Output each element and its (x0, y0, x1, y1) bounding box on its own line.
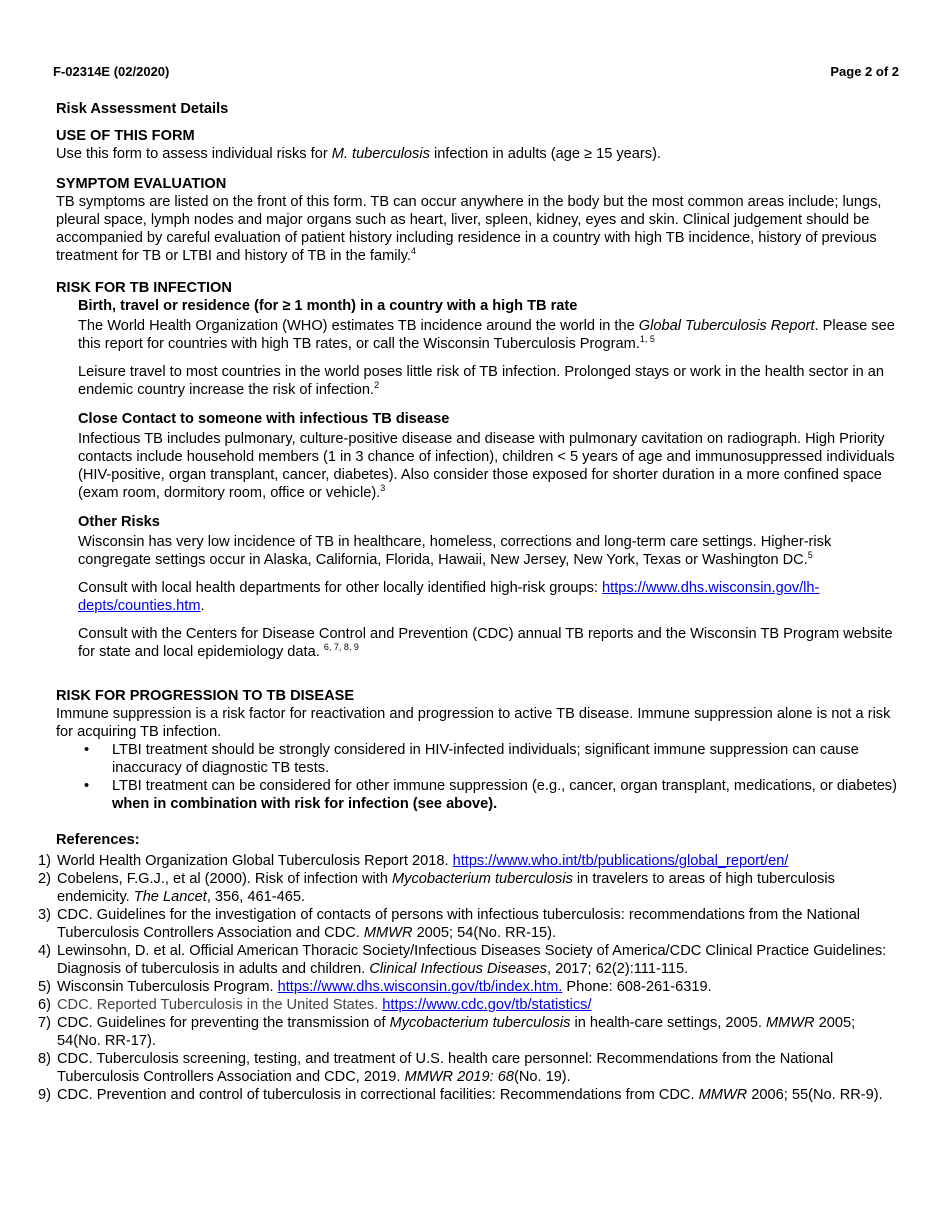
other-paragraph-1 (78, 533, 898, 569)
footnote-ref: 6, 7, 8, 9 (323, 642, 359, 653)
section-risk-infection (56, 279, 898, 661)
text-span: Consult with local health departments for other locally identified high-risk groups: (78, 580, 603, 596)
subsection-heading: Close Contact to someone with infectious TB disease (78, 411, 450, 427)
text-span: CDC. Tuberculosis screening, testing, and treatment of U.S. health care personnel: Recommendations from the National Tuberculosis Controllers Association and CDC, 2019. (57, 1051, 834, 1085)
footnote-ref: 4 (411, 246, 417, 257)
text-span: Consult with the Centers for Disease Control and Prevention (CDC) annual TB reports and the Wisconsin TB Program website for state and local epidemiology data. (78, 626, 893, 660)
reference-item (38, 1014, 898, 1050)
ref-number: 5) (38, 979, 51, 995)
italic-span: The Lancet (133, 889, 207, 905)
ref-number: 4) (38, 943, 51, 959)
section-use (56, 127, 898, 163)
page-title: Risk Assessment Details (56, 101, 229, 117)
text-span: Wisconsin has very low incidence of TB in healthcare, homeless, corrections and long-term care settings. Higher-risk congregate settings occur in Alaska, California, Florida, Hawaii, New Jersey, New York, Texas or Washington DC. (78, 534, 832, 568)
ref-number: 6) (38, 997, 51, 1013)
italic-span: MMWR (765, 1015, 815, 1031)
progression-text: Immune suppression is a risk factor for reactivation and progression to active TB disease. Immune suppression alone is not a risk for acquiring TB infection. (56, 706, 891, 740)
ref-number: 3) (38, 907, 51, 923)
section-progression (56, 687, 898, 813)
text-span: Leisure travel to most countries in the world poses little risk of TB infection. Prolonged stays or work in the health sector in an endemic country increase the risk of infection. (78, 364, 885, 398)
italic-span: Clinical Infectious Diseases (369, 961, 547, 977)
main-content (56, 100, 898, 853)
italic-span: Global Tuberculosis Report (638, 318, 815, 334)
text-span: Cobelens, F.G.J., et al (2000). Risk of infection with (57, 871, 392, 887)
section-heading: RISK FOR PROGRESSION TO TB DISEASE (56, 688, 355, 704)
progression-bullets (56, 741, 898, 813)
italic-span: M. tuberculosis (331, 146, 430, 162)
section-symptom (56, 175, 898, 265)
text-span: 2005; 54(No. RR-15). (412, 925, 557, 941)
text-span: Lewinsohn, D. et al. Official American Thoracic Society/Infectious Diseases Society of America/CDC Clinical Practice Guidelines: Diagnosis of tuberculosis in adults and children. (57, 943, 887, 977)
footnote-ref: 5 (807, 550, 813, 561)
list-item (56, 777, 898, 813)
text-span: 2006; 55(No. RR-9). (747, 1087, 883, 1103)
text-span: 2005; 54(No. RR-17). (57, 1015, 856, 1049)
section-heading: USE OF THIS FORM (56, 128, 195, 144)
text-span: The World Health Organization (WHO) estimates TB incidence around the world in the (78, 318, 639, 334)
bullet: • (84, 742, 90, 758)
ref-number: 9) (38, 1087, 51, 1103)
footnote-ref: 2 (374, 380, 380, 391)
reference-item (38, 870, 898, 906)
text-span: infection in adults (age ≥ 15 years). (429, 146, 661, 162)
subsection-heading: Birth, travel or residence (for ≥ 1 month) in a country with a high TB rate (78, 298, 578, 314)
list-item (56, 741, 898, 777)
text-span: in travelers to areas of high tuberculosis endemicity. (57, 871, 835, 905)
text-span: TB symptoms are listed on the front of this form. TB can occur anywhere in the body but the most common areas include; lungs, pleural space, lymph nodes and major organs such as heart, liver, spleen, kidney, eyes and skin. Clinical judgement should be accompanied by careful evaluation of patient history including residence in a country with high TB incidence, history of previous treatment for TB or LTBI and history of TB in the family. (56, 194, 882, 264)
reference-item (38, 942, 898, 978)
footnote-ref: 3 (380, 483, 386, 494)
reference-item (38, 906, 898, 942)
section-heading: SYMPTOM EVALUATION (56, 176, 227, 192)
symptom-text (56, 193, 898, 265)
subsection-birth (78, 297, 898, 661)
text-span: LTBI treatment should be strongly considered in HIV-infected individuals; significant immune suppression can cause inaccuracy of diagnostic TB tests. (112, 742, 859, 776)
other-paragraph-2 (78, 579, 898, 615)
italic-span: MMWR (363, 925, 413, 941)
italic-span: MMWR (698, 1087, 748, 1103)
text-span: CDC. Reported Tuberculosis in the United States. (57, 997, 383, 1013)
italic-span: Mycobacterium tuberculosis (389, 1015, 571, 1031)
text-span: in health-care settings, 2005. (570, 1015, 766, 1031)
text-span: World Health Organization Global Tuberculosis Report 2018. (57, 853, 453, 869)
reference-item (38, 1050, 898, 1086)
section-heading: RISK FOR TB INFECTION (56, 280, 232, 296)
use-text (56, 145, 898, 163)
ref-number: 8) (38, 1051, 51, 1067)
text-span: (No. 19). (513, 1069, 571, 1085)
ref-number: 2) (38, 871, 51, 887)
text-span: CDC. Guidelines for preventing the transmission of (57, 1015, 390, 1031)
text-span: CDC. Prevention and control of tuberculosis in correctional facilities: Recommendations from CDC. (57, 1087, 699, 1103)
lh-depts-link[interactable]: https://www.dhs.wisconsin.gov/lh-depts/counties.htm (78, 580, 820, 614)
ref-number: 1) (38, 853, 51, 869)
birth-paragraph-2 (78, 363, 898, 399)
text-span: LTBI treatment can be considered for other immune suppression (e.g., cancer, organ transplant, medications, or diabetes) (112, 778, 897, 794)
text-span: , 356, 461-465. (206, 889, 305, 905)
text-span: Wisconsin Tuberculosis Program. (57, 979, 278, 995)
text-span: Infectious TB includes pulmonary, culture-positive disease and disease with pulmonary cavitation on radiograph. High Priority contacts include household members (1 in 3 chance of infection), children < 5 years of age and immunosuppressed individuals (HIV-positive, organ transplant, cancer, diabetes). Also consider those exposed for shorter duration in a more confined space (exam room, dormitory room, office or vehicle). (78, 431, 895, 501)
italic-span: MMWR 2019: 68 (404, 1069, 514, 1085)
references-heading: References: (56, 832, 140, 848)
text-span: CDC. Guidelines for the investigation of contacts of persons with infectious tuberculosis: recommendations from the National Tuberculosis Controllers Association and CDC. (57, 907, 861, 941)
reference-item (38, 1086, 898, 1104)
reference-item (38, 978, 898, 996)
form-id: F-02314E (02/2020) (53, 64, 170, 79)
bullet: • (84, 778, 90, 794)
text-span: Use this form to assess individual risks for (56, 146, 332, 162)
footnote-ref: 1, 5 (639, 334, 655, 345)
page-number: Page 2 of 2 (830, 64, 899, 79)
subsection-heading: Other Risks (78, 514, 160, 530)
bold-span: when in combination with risk for infection (see above). (112, 796, 498, 812)
italic-span: Mycobacterium tuberculosis (392, 871, 573, 887)
reference-item (38, 996, 898, 1014)
text-span: . (200, 598, 205, 614)
text-span: . Please see this report for countries with high TB rates, or call the Wisconsin Tuberculosis Program. (78, 318, 895, 352)
references-list (38, 852, 898, 1104)
ref-number: 7) (38, 1015, 51, 1031)
contact-paragraph (78, 430, 898, 502)
birth-paragraph-1 (78, 317, 898, 353)
who-report-link[interactable]: https://www.who.int/tb/publications/global_report/en/ (452, 853, 789, 869)
wi-tb-program-link[interactable]: https://www.dhs.wisconsin.gov/tb/index.htm. (277, 979, 563, 995)
cdc-statistics-link[interactable]: https://www.cdc.gov/tb/statistics/ (382, 997, 592, 1013)
reference-item (38, 852, 898, 870)
other-paragraph-3 (78, 625, 898, 661)
text-span: , 2017; 62(2):111-115. (546, 961, 689, 977)
text-span: Phone: 608-261-6319. (562, 979, 712, 995)
